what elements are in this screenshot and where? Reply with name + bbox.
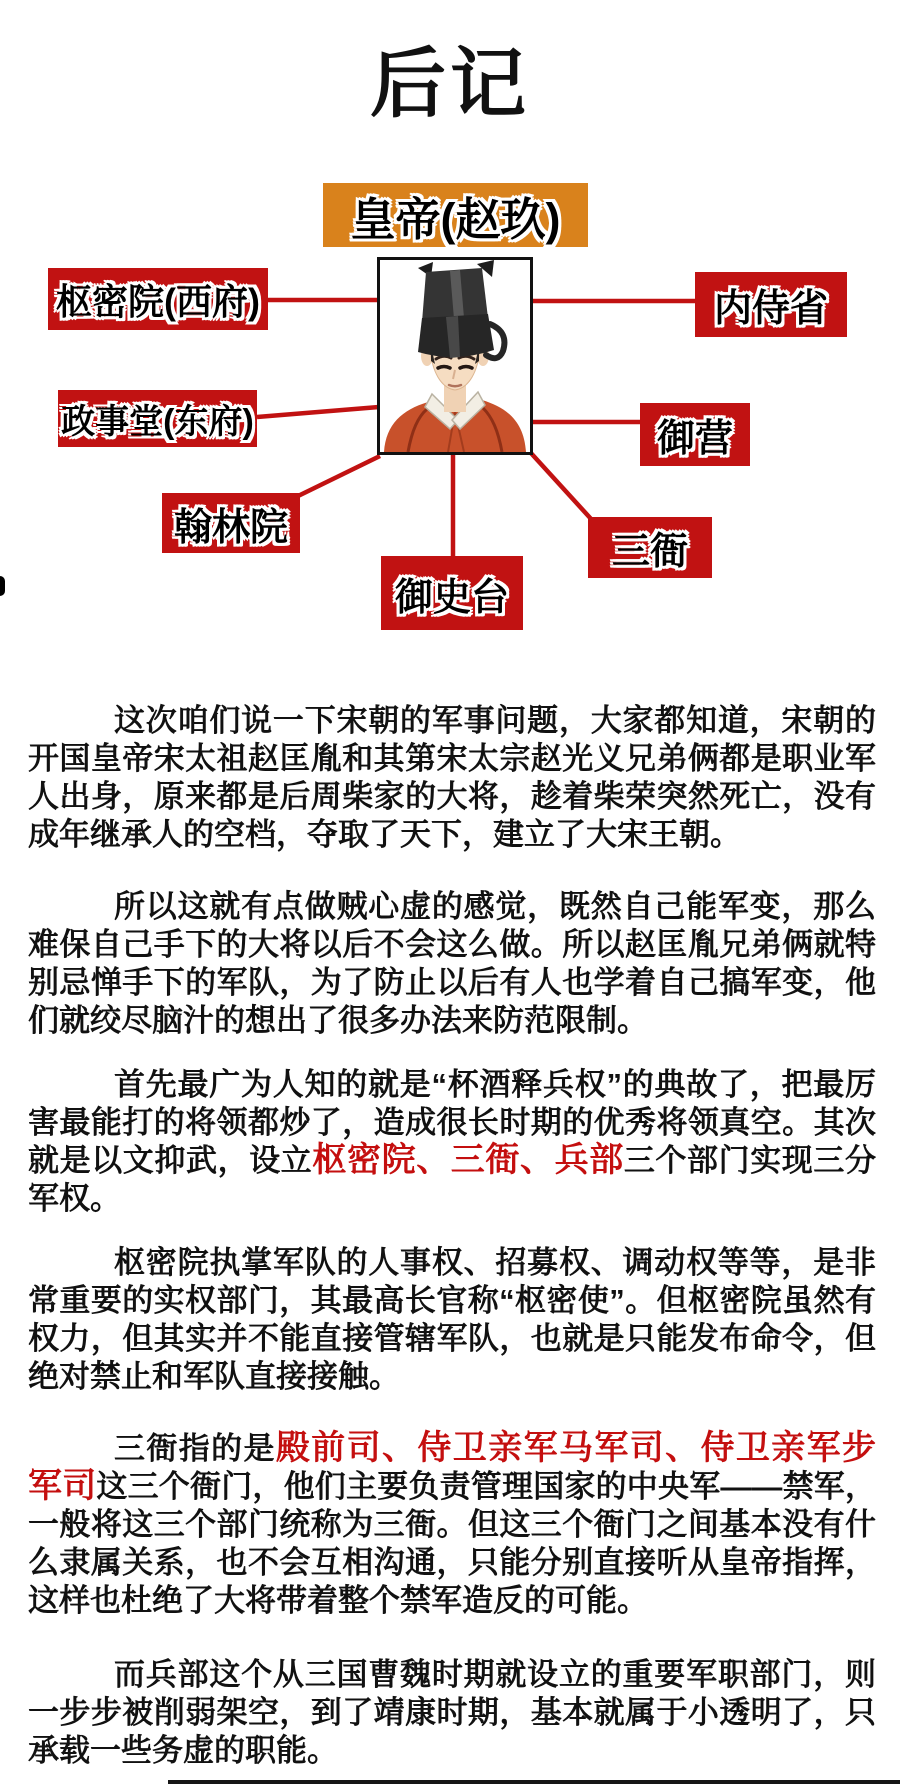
- org-box-sanya: 三衙: [588, 517, 712, 578]
- paragraph-5: [28, 1430, 876, 1620]
- bottom-border-line: [168, 1780, 900, 1784]
- body-text: 三个部门实现三分军权。: [28, 1143, 877, 1216]
- paragraph-3: [28, 1066, 876, 1218]
- connector-line-zhengshitang: [257, 407, 379, 417]
- body-text: 而兵部这个从三国曹魏时期就设立的重要军职部门，则一步步被削弱架空，到了靖康时期，基本就属于小透明了，只承载一些务虚的职能。: [28, 1657, 876, 1768]
- paragraph-2: [28, 888, 876, 1040]
- body-text: 三衙指的是: [114, 1431, 276, 1466]
- paragraph-4: [28, 1244, 876, 1396]
- page-title: 后记: [370, 43, 530, 127]
- org-box-shumiyuan: 枢密院(西府): [48, 268, 268, 330]
- body-text: 首先最广为人知的就是“杯酒释兵权”的典故了，把最厉害最能打的将领都炒了，造成很长时期的优秀将领真空。其次就是以文抑武，设立: [28, 1067, 876, 1178]
- body-text: 枢密院执掌军队的人事权、招募权、调动权等等，是非常重要的实权部门，其最高长官称“枢密使”。但枢密院虽然有权力，但其实并不能直接管辖军队，也就是只能发布命令，但绝对禁止和军队直接接触。: [28, 1245, 876, 1394]
- body-text: 这次咱们说一下宋朝的军事问题，大家都知道，宋朝的开国皇帝宋太祖赵匡胤和其第宋太宗赵光义兄弟俩都是职业军人出身，原来都是后周柴家的大将，趁着柴荣突然死亡，没有成年继承人的空档，夺取了天下，建立了大宋王朝。: [28, 703, 876, 852]
- connector-line-sanya: [530, 452, 592, 520]
- body-text: 这三个衙门，他们主要负责管理国家的中央军——禁军，一般将这三个部门统称为三衙。但这三个衙门之间基本没有什么隶属关系，也不会互相沟通，只能分别直接听从皇帝指挥，这样也杜绝了大将带着整个禁军造反的可能。: [28, 1469, 877, 1618]
- page-edge-mark: [0, 576, 5, 596]
- org-box-zhengshitang: 政事堂(东府): [58, 390, 257, 447]
- org-box-yuying: 御营: [640, 403, 750, 466]
- org-box-hanlinyuan: 翰林院: [162, 493, 300, 553]
- org-box-neishisheng: 内侍省: [695, 272, 847, 337]
- paragraph-6: [28, 1656, 876, 1770]
- emperor-portrait: [377, 257, 533, 455]
- body-text: 所以这就有点做贼心虚的感觉，既然自己能军变，那么难保自己手下的大将以后不会这么做。所以赵匡胤兄弟俩就特别忌惮手下的军队，为了防止以后有人也学着自己搞军变，他们就绞尽脑汁的想出了很多办法来防范限制。: [28, 889, 876, 1038]
- connector-line-hanlinyuan: [296, 456, 380, 497]
- paragraph-1: [28, 702, 876, 854]
- org-box-yushitai: 御史台: [381, 556, 523, 630]
- highlighted-term: 殿前司、侍卫亲军马军司、侍卫亲军步军司: [28, 1430, 877, 1505]
- emperor-portrait-illustration: [380, 260, 530, 452]
- highlighted-term: 枢密院、三衙、兵部: [312, 1142, 624, 1179]
- org-box-emperor: 皇帝(赵玖): [323, 183, 588, 247]
